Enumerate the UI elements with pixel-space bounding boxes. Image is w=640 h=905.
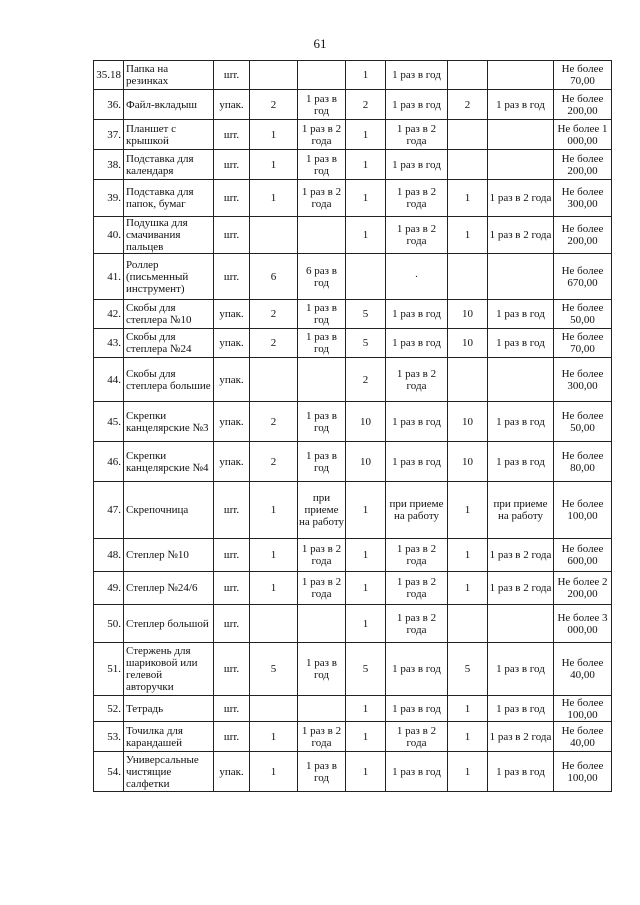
cell-q1: 1 xyxy=(250,150,298,180)
cell-q2: 1 xyxy=(346,482,386,539)
cell-f1 xyxy=(298,358,346,402)
cell-f1: 1 раз в 2 года xyxy=(298,722,346,752)
cell-f2: 1 раз в 2 года xyxy=(386,358,448,402)
cell-f2: 1 раз в год xyxy=(386,61,448,90)
cell-q3: 1 xyxy=(448,722,488,752)
cell-f1: 1 раз в год xyxy=(298,402,346,442)
cell-f2: 1 раз в 2 года xyxy=(386,120,448,150)
cell-unit: шт. xyxy=(214,696,250,722)
cell-f2: 1 раз в год xyxy=(386,752,448,792)
cell-q2: 2 xyxy=(346,90,386,120)
cell-q2: 5 xyxy=(346,643,386,696)
cell-q1: 1 xyxy=(250,120,298,150)
cell-f1 xyxy=(298,217,346,254)
cell-unit: шт. xyxy=(214,254,250,300)
table-row xyxy=(94,180,612,217)
cell-name: Скрепки канцелярские №4 xyxy=(124,442,214,482)
cell-q3: 1 xyxy=(448,217,488,254)
cell-name: Подставка для календаря xyxy=(124,150,214,180)
cell-price: Не более 300,00 xyxy=(554,180,612,217)
cell-f2: 1 раз в год xyxy=(386,150,448,180)
cell-q2: 1 xyxy=(346,696,386,722)
cell-q2: 1 xyxy=(346,180,386,217)
cell-unit: упак. xyxy=(214,90,250,120)
cell-q3 xyxy=(448,150,488,180)
cell-price: Не более 670,00 xyxy=(554,254,612,300)
cell-q1 xyxy=(250,358,298,402)
table-row xyxy=(94,696,612,722)
cell-q2 xyxy=(346,254,386,300)
cell-q2: 1 xyxy=(346,150,386,180)
cell-f3: 1 раз в 2 года xyxy=(488,539,554,572)
cell-q1: 1 xyxy=(250,752,298,792)
cell-name: Стержень для шариковой или гелевой авторучки xyxy=(124,643,214,696)
cell-num: 46. xyxy=(94,442,124,482)
cell-name: Универсальные чистящие салфетки xyxy=(124,752,214,792)
cell-f1: 1 раз в 2 года xyxy=(298,572,346,605)
cell-price: Не более 40,00 xyxy=(554,643,612,696)
cell-q1: 1 xyxy=(250,539,298,572)
cell-f3: 1 раз в 2 года xyxy=(488,572,554,605)
cell-q3: 2 xyxy=(448,90,488,120)
cell-q3: 1 xyxy=(448,752,488,792)
cell-name: Планшет с крышкой xyxy=(124,120,214,150)
cell-price: Не более 70,00 xyxy=(554,329,612,358)
cell-q3: 1 xyxy=(448,696,488,722)
cell-num: 35.18 xyxy=(94,61,124,90)
cell-unit: упак. xyxy=(214,402,250,442)
cell-f2: 1 раз в год xyxy=(386,402,448,442)
table-row xyxy=(94,358,612,402)
cell-q3: 10 xyxy=(448,329,488,358)
cell-f1: 1 раз в год xyxy=(298,442,346,482)
cell-f1: 1 раз в год xyxy=(298,300,346,329)
cell-unit: шт. xyxy=(214,605,250,643)
cell-name: Точилка для карандашей xyxy=(124,722,214,752)
cell-f1: 1 раз в год xyxy=(298,90,346,120)
cell-q1: 1 xyxy=(250,482,298,539)
table-row xyxy=(94,605,612,643)
cell-name: Скобы для степлера большие xyxy=(124,358,214,402)
cell-f3: 1 раз в год xyxy=(488,402,554,442)
page-number: 61 xyxy=(313,36,327,51)
cell-q1 xyxy=(250,696,298,722)
cell-unit: шт. xyxy=(214,120,250,150)
table-row xyxy=(94,254,612,300)
cell-f1 xyxy=(298,61,346,90)
cell-num: 49. xyxy=(94,572,124,605)
cell-q1: 2 xyxy=(250,300,298,329)
cell-f1: 1 раз в год xyxy=(298,643,346,696)
cell-price: Не более 50,00 xyxy=(554,300,612,329)
cell-q3 xyxy=(448,61,488,90)
cell-f3 xyxy=(488,120,554,150)
cell-f3: 1 раз в год xyxy=(488,643,554,696)
cell-num: 44. xyxy=(94,358,124,402)
cell-price: Не более 2 200,00 xyxy=(554,572,612,605)
cell-f2: 1 раз в 2 года xyxy=(386,572,448,605)
cell-name: Роллер (письменный инструмент) xyxy=(124,254,214,300)
cell-q1: 2 xyxy=(250,402,298,442)
cell-name: Степлер большой xyxy=(124,605,214,643)
cell-f2: 1 раз в год xyxy=(386,696,448,722)
cell-f3: 1 раз в год xyxy=(488,300,554,329)
cell-q2: 10 xyxy=(346,442,386,482)
cell-q1 xyxy=(250,217,298,254)
table-row xyxy=(94,61,612,90)
cell-price: Не более 200,00 xyxy=(554,150,612,180)
cell-f3: 1 раз в год xyxy=(488,90,554,120)
cell-num: 39. xyxy=(94,180,124,217)
cell-q3: 1 xyxy=(448,572,488,605)
table-row xyxy=(94,217,612,254)
cell-f2: 1 раз в год xyxy=(386,90,448,120)
cell-unit: шт. xyxy=(214,150,250,180)
cell-name: Скобы для степлера №10 xyxy=(124,300,214,329)
cell-q2: 1 xyxy=(346,120,386,150)
table-row xyxy=(94,482,612,539)
cell-f3 xyxy=(488,358,554,402)
cell-price: Не более 1 000,00 xyxy=(554,120,612,150)
cell-f2: 1 раз в 2 года xyxy=(386,539,448,572)
cell-f1: 1 раз в год xyxy=(298,150,346,180)
cell-unit: шт. xyxy=(214,539,250,572)
cell-unit: шт. xyxy=(214,180,250,217)
cell-f1: при приеме на работу xyxy=(298,482,346,539)
cell-price: Не более 3 000,00 xyxy=(554,605,612,643)
cell-q3: 10 xyxy=(448,300,488,329)
cell-num: 38. xyxy=(94,150,124,180)
cell-q1 xyxy=(250,605,298,643)
cell-f1: 1 раз в 2 года xyxy=(298,120,346,150)
cell-name: Скрепки канцелярские №3 xyxy=(124,402,214,442)
cell-q2: 2 xyxy=(346,358,386,402)
cell-name: Степлер №24/6 xyxy=(124,572,214,605)
cell-unit: шт. xyxy=(214,61,250,90)
cell-num: 45. xyxy=(94,402,124,442)
cell-name: Файл-вкладыш xyxy=(124,90,214,120)
supply-norms-table xyxy=(93,60,612,792)
cell-q2: 1 xyxy=(346,61,386,90)
cell-price: Не более 300,00 xyxy=(554,358,612,402)
cell-q3 xyxy=(448,605,488,643)
cell-f1 xyxy=(298,605,346,643)
cell-q2: 1 xyxy=(346,539,386,572)
cell-f3: 1 раз в год xyxy=(488,752,554,792)
cell-f3: 1 раз в 2 года xyxy=(488,217,554,254)
cell-f3: 1 раз в год xyxy=(488,329,554,358)
cell-f1: 1 раз в 2 года xyxy=(298,180,346,217)
cell-num: 48. xyxy=(94,539,124,572)
table-row xyxy=(94,90,612,120)
cell-q1: 2 xyxy=(250,442,298,482)
cell-name: Скрепочница xyxy=(124,482,214,539)
table-row xyxy=(94,120,612,150)
cell-f2: · xyxy=(386,254,448,300)
cell-f2: 1 раз в 2 года xyxy=(386,722,448,752)
cell-num: 51. xyxy=(94,643,124,696)
cell-f3: 1 раз в 2 года xyxy=(488,722,554,752)
cell-f2: 1 раз в год xyxy=(386,442,448,482)
cell-name: Степлер №10 xyxy=(124,539,214,572)
cell-num: 53. xyxy=(94,722,124,752)
cell-name: Папка на резинках xyxy=(124,61,214,90)
cell-num: 37. xyxy=(94,120,124,150)
cell-unit: упак. xyxy=(214,358,250,402)
cell-q1: 5 xyxy=(250,643,298,696)
cell-q3: 1 xyxy=(448,180,488,217)
cell-price: Не более 100,00 xyxy=(554,752,612,792)
cell-q1 xyxy=(250,61,298,90)
cell-q2: 1 xyxy=(346,752,386,792)
cell-q3: 1 xyxy=(448,482,488,539)
table-row xyxy=(94,150,612,180)
cell-q2: 1 xyxy=(346,217,386,254)
cell-f1: 1 раз в 2 года xyxy=(298,539,346,572)
cell-q3 xyxy=(448,120,488,150)
cell-q1: 6 xyxy=(250,254,298,300)
cell-num: 36. xyxy=(94,90,124,120)
cell-unit: шт. xyxy=(214,572,250,605)
table-row xyxy=(94,572,612,605)
cell-num: 41. xyxy=(94,254,124,300)
cell-unit: упак. xyxy=(214,752,250,792)
cell-name: Скобы для степлера №24 xyxy=(124,329,214,358)
table-row xyxy=(94,752,612,792)
cell-f2: при приеме на работу xyxy=(386,482,448,539)
cell-q2: 1 xyxy=(346,605,386,643)
cell-q3: 5 xyxy=(448,643,488,696)
cell-f3 xyxy=(488,254,554,300)
cell-q2: 10 xyxy=(346,402,386,442)
cell-f2: 1 раз в год xyxy=(386,643,448,696)
cell-q3: 1 xyxy=(448,539,488,572)
cell-f1: 1 раз в год xyxy=(298,329,346,358)
cell-num: 43. xyxy=(94,329,124,358)
cell-price: Не более 200,00 xyxy=(554,217,612,254)
cell-num: 47. xyxy=(94,482,124,539)
cell-q1: 1 xyxy=(250,722,298,752)
cell-f3: 1 раз в год xyxy=(488,696,554,722)
cell-name: Подушка для смачивания пальцев xyxy=(124,217,214,254)
cell-q2: 5 xyxy=(346,300,386,329)
cell-f2: 1 раз в 2 года xyxy=(386,605,448,643)
cell-f2: 1 раз в 2 года xyxy=(386,180,448,217)
table-row xyxy=(94,329,612,358)
cell-num: 42. xyxy=(94,300,124,329)
cell-price: Не более 80,00 xyxy=(554,442,612,482)
cell-q3 xyxy=(448,254,488,300)
cell-f3 xyxy=(488,150,554,180)
cell-f1 xyxy=(298,696,346,722)
cell-num: 40. xyxy=(94,217,124,254)
cell-f3 xyxy=(488,605,554,643)
cell-num: 54. xyxy=(94,752,124,792)
cell-name: Тетрадь xyxy=(124,696,214,722)
cell-unit: шт. xyxy=(214,482,250,539)
cell-f2: 1 раз в год xyxy=(386,300,448,329)
cell-f3: при приеме на работу xyxy=(488,482,554,539)
cell-unit: шт. xyxy=(214,722,250,752)
table-row xyxy=(94,300,612,329)
cell-q2: 1 xyxy=(346,722,386,752)
cell-f1: 6 раз в год xyxy=(298,254,346,300)
cell-f3: 1 раз в 2 года xyxy=(488,180,554,217)
cell-price: Не более 40,00 xyxy=(554,722,612,752)
table-row xyxy=(94,442,612,482)
cell-name: Подставка для папок, бумаг xyxy=(124,180,214,217)
table-row xyxy=(94,402,612,442)
cell-price: Не более 100,00 xyxy=(554,482,612,539)
cell-q1: 2 xyxy=(250,90,298,120)
cell-q3: 10 xyxy=(448,442,488,482)
cell-f1: 1 раз в год xyxy=(298,752,346,792)
cell-price: Не более 50,00 xyxy=(554,402,612,442)
cell-f3: 1 раз в год xyxy=(488,442,554,482)
cell-q1: 2 xyxy=(250,329,298,358)
cell-q1: 1 xyxy=(250,572,298,605)
table-row xyxy=(94,539,612,572)
cell-price: Не более 600,00 xyxy=(554,539,612,572)
cell-f2: 1 раз в год xyxy=(386,329,448,358)
cell-price: Не более 100,00 xyxy=(554,696,612,722)
cell-price: Не более 70,00 xyxy=(554,61,612,90)
table-row xyxy=(94,722,612,752)
cell-q3: 10 xyxy=(448,402,488,442)
cell-f2: 1 раз в 2 года xyxy=(386,217,448,254)
cell-unit: упак. xyxy=(214,329,250,358)
cell-price: Не более 200,00 xyxy=(554,90,612,120)
cell-f3 xyxy=(488,61,554,90)
cell-unit: упак. xyxy=(214,442,250,482)
cell-q2: 1 xyxy=(346,572,386,605)
cell-num: 52. xyxy=(94,696,124,722)
cell-unit: шт. xyxy=(214,217,250,254)
cell-q2: 5 xyxy=(346,329,386,358)
cell-unit: упак. xyxy=(214,300,250,329)
cell-num: 50. xyxy=(94,605,124,643)
cell-q3 xyxy=(448,358,488,402)
cell-unit: шт. xyxy=(214,643,250,696)
cell-q1: 1 xyxy=(250,180,298,217)
table-row xyxy=(94,643,612,696)
